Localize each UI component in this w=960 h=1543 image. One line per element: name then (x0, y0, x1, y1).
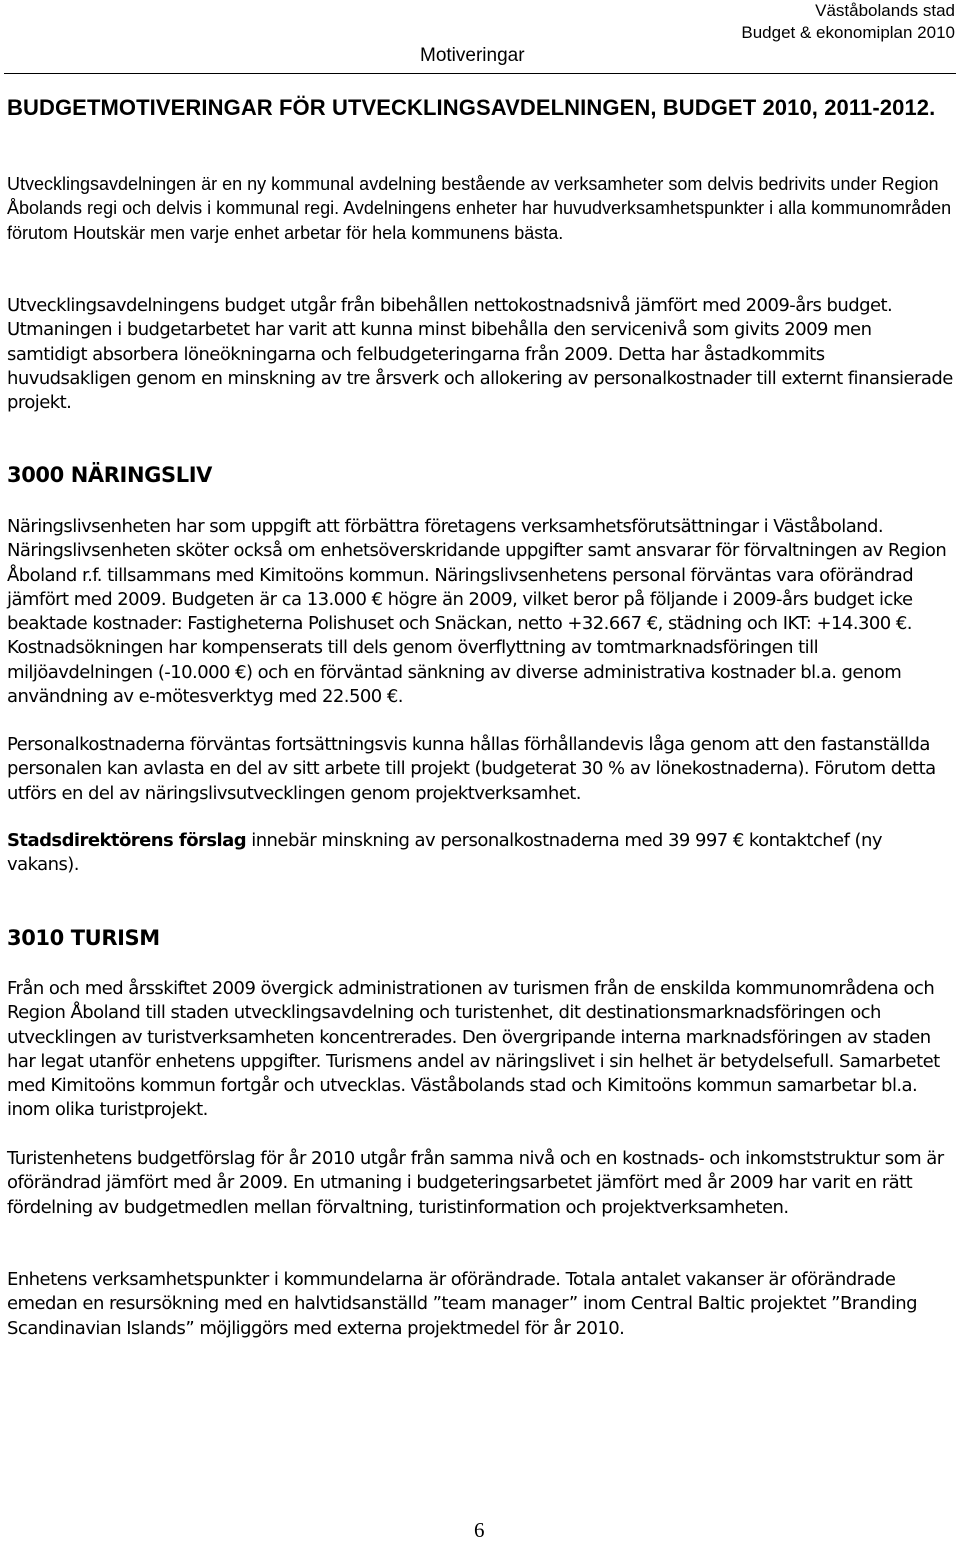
header-divider (4, 73, 956, 74)
naringsliv-paragraph-1: Näringslivsenheten har som uppgift att förbättra företagens verksamhetsförutsättningar i Väståboland. Näringslivsenheten sköter också om enhetsöverskridande uppgifter samt ansvarar för förvaltningen av Region Åboland r.f. tillsammans med Kimitoöns kommun. Näringslivsenhetens personal förväntas vara oförändrad jämfört med 2009. Budgeten är ca 13.000 € högre än 2009, vilket beror på följande i 2009-års budget icke beaktade kostnader: Fastigheterna Polishuset och Snäckan, netto +32.667 €, städning och IKT: +14.300 €. Kostnadsökningen har kompenserats till dels genom överflyttning av tomtmarknadsföringen till miljöavdelningen (-10.000 €) och en förväntad sänkning av diverse administrativa kostnader bl.a. genom användning av e-mötesverktyg med 22.500 €. (7, 516, 947, 708)
turism-paragraph-3: Enhetens verksamhetspunkter i kommundelarna är oförändrade. Totala antalet vakanser är oförändrade emedan en resursökning med en halvtidsanställd ”team manager” inom Central Baltic projektet ”Branding Scandinavian Islands” möjliggörs med externa projektmedel för år 2010. (7, 1269, 918, 1339)
header-right (741, 0, 955, 44)
intro-paragraph-1: Utvecklingsavdelningen är en ny kommunal avdelning bestående av verksamheter som delvis bedrivits under Region Åbolands regi och delvis i kommunal regi. Avdelningens enheter har huvudverksamhetspunkter i alla kommunområden förutom Houtskär men varje enhet arbetar för hela kommunens bästa. (7, 174, 952, 243)
page-title: BUDGETMOTIVERINGAR FÖR UTVECKLINGSAVDELNINGEN, BUDGET 2010, 2011-2012. (7, 95, 936, 120)
proposal-text: innebär minskning av personalkostnaderna med 39 997 € kontaktchef (ny vakans). (7, 830, 882, 876)
header-doc-title: Budget & ekonomiplan 2010 (741, 23, 955, 42)
section-heading-naringsliv: 3000 NÄRINGSLIV (7, 463, 212, 487)
naringsliv-proposal (7, 829, 953, 878)
proposal-label: Stadsdirektörens förslag (7, 830, 247, 851)
intro-paragraph-2: Utvecklingsavdelningens budget utgår från bibehållen nettokostnadsnivå jämfört med 2009-års budget. Utmaningen i budgetarbetet har varit att kunna minst bibehålla den servicenivå som givits 2009 men samtidigt absorbera löneökningarna och felbudgeteringarna från 2009. Detta har åstadkommits huvudsakligen genom en minskning av tre årsverk och allokering av personalkostnader till externt finansierade projekt. (7, 295, 953, 414)
naringsliv-paragraph-2: Personalkostnaderna förväntas fortsättningsvis kunna hållas förhållandevis låga genom att den fastanställda personalen kan avlasta en del av sitt arbete till projekt (budgeterat 30 % av lönekostnaderna). Förutom detta utförs en del av näringslivsutvecklingen genom projektverksamhet. (7, 734, 936, 804)
header-org: Väståbolands stad (815, 1, 955, 20)
page-number: 6 (474, 1518, 485, 1542)
turism-paragraph-1: Från och med årsskiftet 2009 övergick administrationen av turismen från de enskilda kommunområdena och Region Åboland till staden utvecklingsavdelning och turistenhet, dit destinationsmarknadsföringen och utvecklingen av turistverksamheten koncentrerades. Den övergripande interna marknadsföringen av staden har legat utanför enhetens uppgifter. Turismens andel av näringslivet i sin helhet är betydelsefull. Samarbetet med Kimitoöns kommun fortgår och utvecklas. Väståbolands stad och Kimitoöns kommun samarbetar bl.a. inom olika turistprojekt. (7, 978, 940, 1121)
turism-paragraph-2: Turistenhetens budgetförslag för år 2010 utgår från samma nivå och en kostnads- och inkomststruktur som är oförändrad jämfört med år 2009. En utmaning i budgeteringsarbetet jämfört med år 2009 har varit en rätt fördelning av budgetmedlen mellan förvaltning, turistinformation och projektverksamheten. (7, 1148, 944, 1218)
header-section-label: Motiveringar (420, 45, 525, 66)
section-heading-turism: 3010 TURISM (7, 926, 160, 950)
